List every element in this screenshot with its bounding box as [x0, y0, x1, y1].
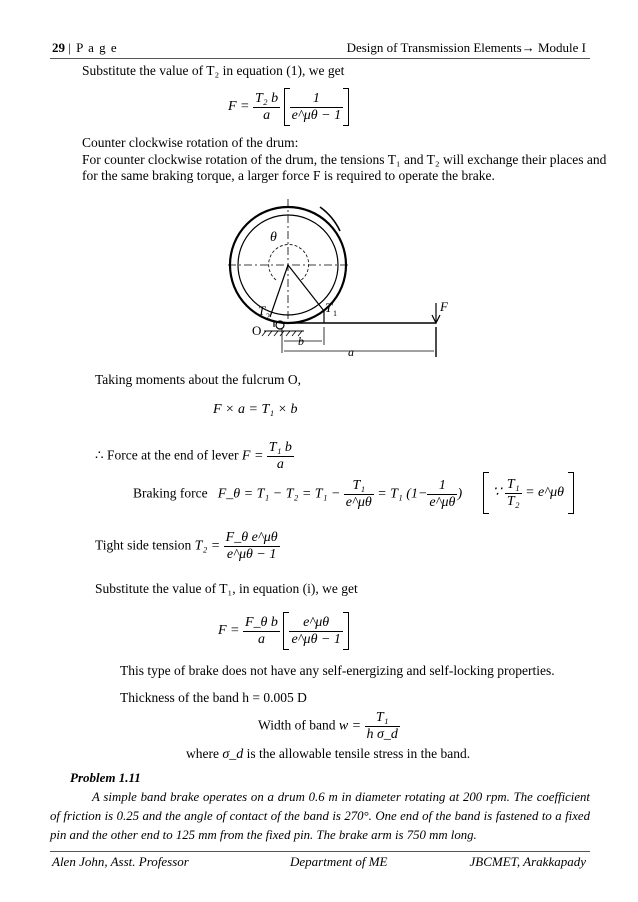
footer-department: Department of ME [290, 854, 388, 869]
moment-equation: F × a = T₁ × b [213, 402, 298, 417]
braking-force-row [133, 478, 462, 511]
problem-body: A simple band brake operates on a drum 0.6 m in diameter rotating at 200 rpm. The coefficient of friction is 0.25 and the angle of contact of the band is 270°. One end of the band is fastened to a fixed pin and the other end to 125 mm from the fixed pin. The brake arm is 750 mm long. [50, 790, 590, 842]
eq1-bracket-right [343, 88, 349, 126]
ccw-paragraph-line1: For counter clockwise rotation of the drum, the tensions T₁ and T₂ will exchange their places and [82, 152, 607, 167]
eq-f-num: F_θ b [245, 614, 278, 630]
eq1-lhs: F = [228, 99, 250, 115]
where-word: where [186, 746, 219, 761]
thickness-line: Thickness of the band h = 0.005 D [120, 690, 307, 705]
force-end-fraction [267, 440, 294, 473]
tight-side-row [95, 530, 280, 563]
arrow-icon: → [521, 40, 535, 55]
where-symbol: σ_d [222, 747, 244, 762]
braking-frac-den: e^μθ [345, 495, 372, 510]
eq-f-bracket-right [343, 612, 349, 650]
footer-college: JBCMET, Arakkapady [469, 854, 586, 869]
equation-f-final [218, 612, 349, 650]
theta-arc [269, 245, 309, 281]
taking-moments-line: Taking moments about the fulcrum O, [95, 372, 302, 387]
eq-f-lhs: F = [218, 623, 240, 639]
label-b: b [298, 334, 304, 348]
label-t1: T [325, 300, 333, 315]
equation-f-t2 [228, 88, 349, 126]
module-label: Module I [537, 40, 586, 55]
label-force: F [440, 299, 448, 314]
braking-fraction-2 [427, 478, 457, 511]
label-theta: θ [270, 230, 277, 245]
label-t2: T [258, 303, 266, 318]
ccw-paragraph-line2: for the same braking torque, a larger force F is required to operate the brake. [82, 168, 495, 183]
label-fulcrum: O [252, 323, 262, 338]
braking-frac2-num: 1 [427, 478, 457, 495]
ccw-heading: Counter clockwise rotation of the drum: [82, 135, 299, 150]
problem-title: Problem 1.11 [70, 770, 141, 785]
eq1-num: T₂ b [255, 90, 279, 106]
since-symbol: ∵ [492, 485, 502, 501]
label-t1-sub: 1 [333, 309, 337, 318]
eq1-den: a [263, 107, 271, 123]
braking-fraction-1 [344, 478, 374, 511]
width-num: T₁ [365, 710, 400, 727]
force-end-lever [95, 440, 294, 473]
since-den: T₂ [506, 493, 520, 509]
page-header-right [347, 40, 586, 56]
tight-fraction [224, 530, 280, 563]
where-line [186, 746, 470, 763]
width-fraction [365, 710, 400, 743]
tight-den: e^μθ − 1 [226, 547, 277, 562]
footer-rule [50, 851, 590, 852]
braking-eq-a: F_θ = T₁ − T₂ = T₁ − [217, 486, 341, 502]
tight-label: Tight side tension [95, 537, 192, 553]
since-relation [483, 472, 574, 514]
no-self-energizing-line: This type of brake does not have any self-energizing and self-locking properties. [120, 663, 555, 678]
eq1-inner-fraction [290, 91, 343, 124]
braking-label: Braking force [133, 485, 208, 501]
eq-f-inner-num: e^μθ [289, 615, 342, 632]
label-a: a [348, 345, 354, 359]
tight-num: F_θ e^μθ [225, 530, 278, 545]
since-fraction [505, 477, 522, 510]
braking-eq-c: ) [457, 486, 463, 502]
force-end-lhs: F = [241, 448, 264, 464]
since-bracket-right [568, 472, 574, 514]
width-den: h σ_d [366, 727, 398, 742]
braking-frac-num: T₁ [344, 478, 374, 495]
page-label: | P a g e [68, 40, 118, 55]
subst-t2-line: Substitute the value of T₂ in equation (1), we get [82, 63, 345, 78]
eq-f-fraction [243, 615, 280, 648]
eq1-inner-num: 1 [290, 91, 343, 108]
width-lhs: w = [338, 718, 362, 734]
eq-f-den: a [257, 631, 265, 647]
radius-t1 [288, 265, 324, 311]
course-title: Design of Transmission Elements [346, 40, 522, 55]
subst-t1-line: Substitute the value of T₁, in equation (i), we get [95, 581, 358, 596]
since-num: T₁ [506, 476, 520, 492]
since-bracket-left [483, 472, 489, 514]
braking-frac2-den: e^μθ [429, 495, 456, 510]
width-band-row [258, 710, 400, 743]
width-label: Width of band [258, 717, 336, 733]
label-t2-sub: 2 [266, 312, 270, 321]
eq-f-inner-fraction [289, 615, 342, 648]
where-rest: is the allowable tensile stress in the band. [246, 746, 471, 761]
since-rhs: = e^μθ [525, 485, 565, 501]
force-end-num: T₁ b [268, 440, 292, 455]
header-rule [50, 58, 590, 59]
eq1-fraction [253, 91, 280, 124]
radius-t2 [270, 265, 288, 317]
eq-f-inner-den: e^μθ − 1 [291, 631, 341, 647]
footer-author: Alen John, Asst. Professor [52, 854, 189, 869]
page-number: 29 [52, 40, 65, 55]
eq1-inner-den: e^μθ − 1 [291, 107, 342, 123]
page-header-left [52, 40, 118, 56]
tight-lhs: T₂ = [194, 538, 221, 554]
force-end-den: a [276, 457, 284, 472]
braking-eq-b: = T₁ (1− [377, 486, 428, 502]
force-end-label: ∴ Force at the end of lever [95, 447, 239, 463]
band-brake-diagram [200, 195, 460, 370]
